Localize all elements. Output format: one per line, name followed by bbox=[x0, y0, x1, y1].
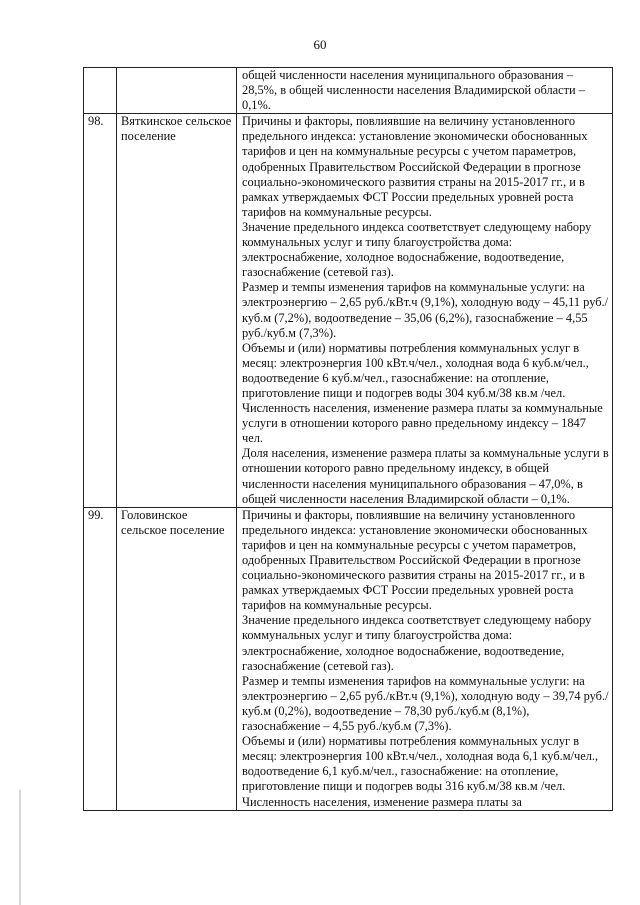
paragraph: Доля населения, изменение размера платы за коммунальные услуги в отношении которого равно предельному индексу, в общей численности населения муниципального образования – 47,0%, в общей численности населения Владимирской области – 0,1%. bbox=[242, 446, 609, 506]
paragraph: Объемы и (или) нормативы потребления коммунальных услуг в месяц: электроэнергия 100 кВт.ч/чел., холодная вода 6 куб.м/чел., водоотведение 6 куб.м/чел., газоснабжение: на отопление, приготовление пищи и подогрев воды 304 куб.м/38 кв.м /чел. bbox=[242, 340, 589, 400]
settlement-name bbox=[117, 68, 237, 114]
paragraph: Причины и факторы, повлиявшие на величину установленного предельного индекса: установление экономически обоснованных тарифов и цен на коммунальные ресурсы с учетом параметров, одобренных Правительством Российской Федерации в прогнозе социально-экономического развития страны на 2015-2017 гг., и в рамках утверждаемых ФСТ России предельных уровней роста тарифов на коммунальные ресурсы. bbox=[242, 114, 588, 219]
scan-edge-mark bbox=[19, 790, 21, 905]
row-description bbox=[237, 114, 613, 507]
table-row bbox=[84, 507, 613, 810]
municipal-index-table bbox=[83, 67, 613, 811]
paragraph: общей численности населения муниципального образования – 28,5%, в общей численности населения Владимирской области – 0,1%. bbox=[242, 68, 585, 113]
row-number bbox=[84, 68, 117, 114]
row-description bbox=[237, 68, 613, 114]
row-number: 99. bbox=[84, 507, 117, 810]
paragraph: Размер и темпы изменения тарифов на коммунальные услуги: на электроэнергию – 2,65 руб./кВт.ч (9,1%), холодную воду – 45,11 руб./куб.м (7,2%), водоотведение – 35,06 (6,2%), газоснабжение – 4,55 руб./куб.м (7,3%). bbox=[242, 280, 609, 340]
paragraph: Значение предельного индекса соответствует следующему набору коммунальных услуг и типу благоустройства дома: электроснабжение, холодное водоснабжение, водоотведение, газоснабжение (сетевой газ). bbox=[242, 219, 592, 280]
row-description bbox=[237, 507, 613, 810]
settlement-name: Вяткинское сельское поселение bbox=[117, 114, 237, 507]
paragraph: Причины и факторы, повлиявшие на величину установленного предельного индекса: установление экономически обоснованных тарифов и цен на коммунальные ресурсы с учетом параметров, одобренных Правительством Российской Федерации в прогнозе социально-экономического развития страны на 2015-2017 гг., и в рамках утверждаемых ФСТ России предельных уровней роста тарифов на коммунальные ресурсы. bbox=[242, 507, 588, 613]
paragraph: Численность населения, изменение размера платы за bbox=[242, 794, 522, 809]
paragraph: Численность населения, изменение размера платы за коммунальные услуги в отношении которого равно предельному индексу – 1847 чел. bbox=[242, 401, 603, 446]
settlement-name: Головинское сельское поселение bbox=[117, 507, 237, 810]
paragraph: Значение предельного индекса соответствует следующему набору коммунальных услуг и типу благоустройства дома: электроснабжение, холодное водоснабжение, водоотведение, газоснабжение (сетевой газ). bbox=[242, 613, 592, 673]
page-number: 60 bbox=[313, 37, 327, 52]
row-number: 98. bbox=[84, 114, 117, 507]
paragraph: Объемы и (или) нормативы потребления коммунальных услуг в месяц: электроэнергия 100 кВт.ч/чел., холодная вода 6,1 куб.м/чел., водоотведение 6,1 куб.м/чел., газоснабжение: на отопление, приготовление пищи и подогрев воды 316 куб.м/38 кв.м /чел. bbox=[242, 734, 599, 794]
table-row bbox=[84, 114, 613, 507]
table-row bbox=[84, 68, 613, 114]
paragraph: Размер и темпы изменения тарифов на коммунальные услуги: на электроэнергию – 2,65 руб./кВт.ч (9,1%), холодную воду – 39,74 руб./куб.м (0,2%), водоотведение – 78,30 руб./куб.м (8,1%), газоснабжение – 4,55 руб./куб.м (7,3%). bbox=[242, 673, 609, 734]
